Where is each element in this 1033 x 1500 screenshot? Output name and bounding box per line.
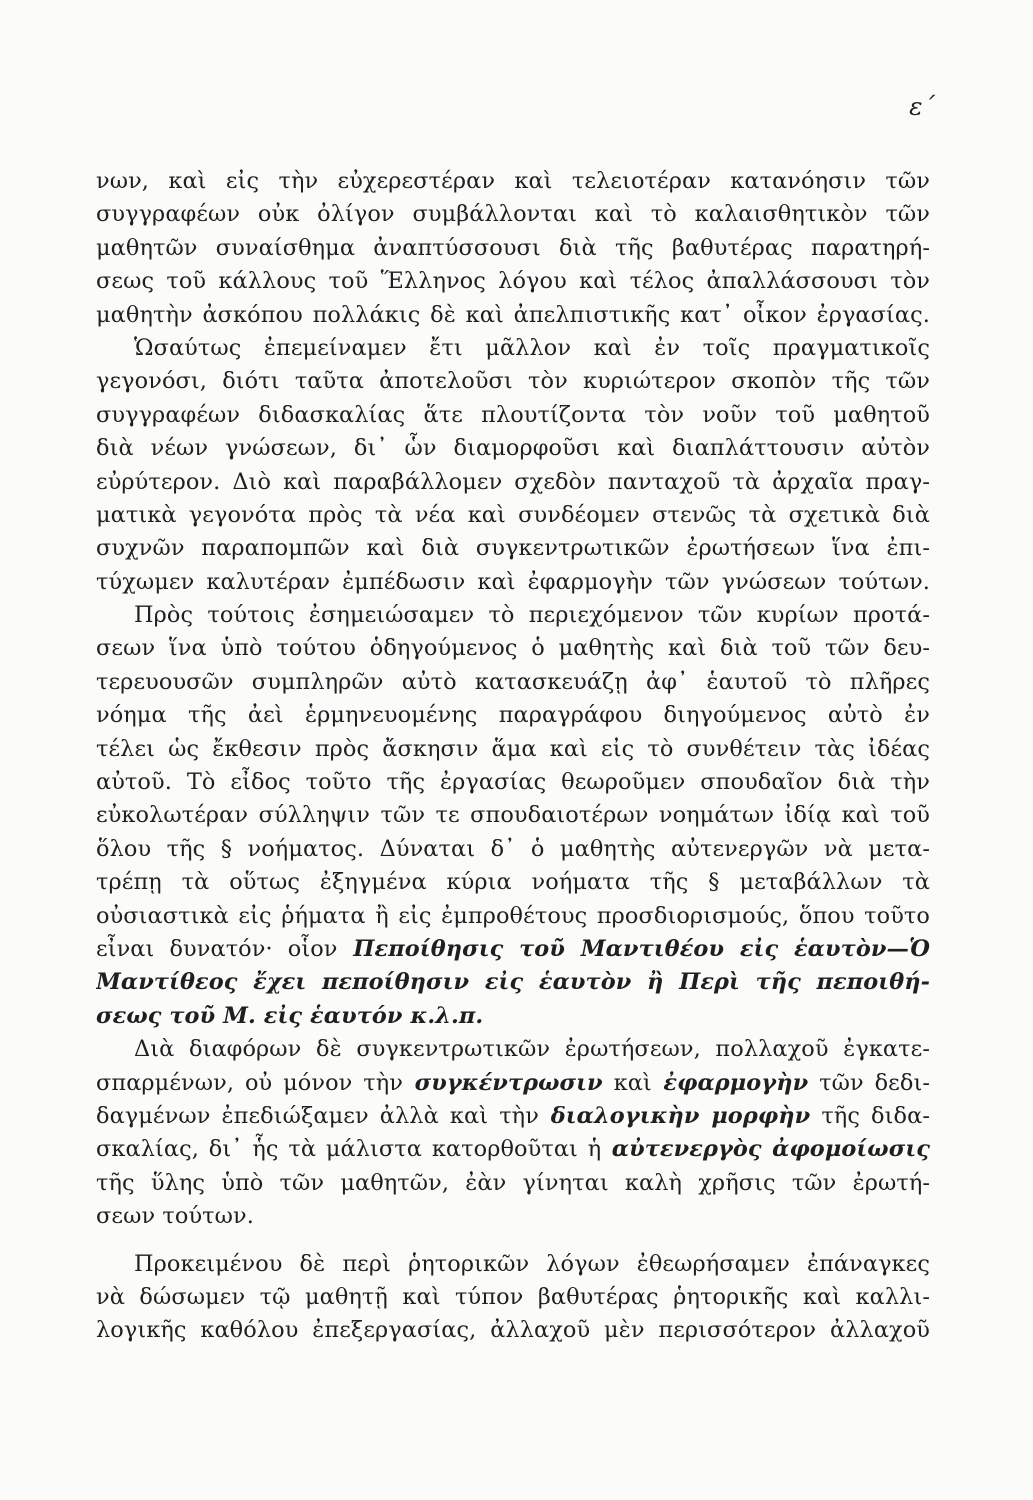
emphasized-text: σεως τοῦ Μ. εἰς ἑαυτόν κ.λ.π.: [96, 1002, 484, 1029]
text-line: [96, 1033, 930, 1066]
line-text: συγγραφέων διδασκαλίας ἅτε πλουτίζοντα τὸν νοῦν τοῦ μαθητοῦ: [96, 401, 930, 428]
line-text: σπαρμένων, οὐ μόνον τὴν: [96, 1069, 403, 1096]
line-text: νὰ δώσωμεν τῷ μαθητῇ καὶ τύπον βαθυτέρας ῥητορικῆς καὶ καλλι-: [96, 1283, 930, 1310]
line-text: σεων ἵνα ὑπὸ τούτου ὁδηγούμενος ὁ μαθητὴς καὶ διὰ τοῦ τῶν δευ-: [96, 635, 930, 662]
text-line: [96, 466, 930, 499]
line-text: γεγονόσι, διότι ταῦτα ἀποτελοῦσι τὸν κυριώτερον σκοπὸν τῆς τῶν: [96, 368, 930, 395]
text-line: [96, 532, 930, 565]
text-line: [96, 1000, 930, 1033]
emphasized-text: αὐτενεργὸς ἀφομοίωσις: [601, 1136, 930, 1163]
line-text: εὐκολωτέραν σύλληψιν τῶν τε σπουδαιοτέρων νοημάτων ἰδίᾳ καὶ τοῦ: [96, 802, 930, 829]
line-text: τῆς ὕλης ὑπὸ τῶν μαθητῶν, ἐὰν γίνηται καλὴ χρῆσις τῶν ἐρωτή-: [96, 1169, 930, 1196]
line-text: νόημα τῆς ἀεὶ ἑρμηνευομένης παραγράφου διηγούμενος αὐτὸ ἐν: [96, 702, 930, 729]
text-line: [96, 232, 930, 265]
line-text: τερευουσῶν συμπληρῶν αὐτὸ κατασκευάζῃ ἀφ᾽ ἑαυτοῦ τὸ πλῆρες: [96, 668, 930, 695]
line-text: οὐσιαστικὰ εἰς ῥήματα ἢ εἰς ἐμπροθέτους προσδιορισμούς, ὅπου τοῦτο: [96, 902, 930, 929]
text-line: [96, 1100, 930, 1133]
text-line: [96, 632, 930, 665]
emphasized-text: συγκέντρωσιν: [403, 1069, 603, 1096]
line-text: συγγραφέων οὐκ ὀλίγον συμβάλλονται καὶ τὸ καλαισθητικὸν τῶν: [96, 201, 930, 228]
text-line: [96, 599, 930, 632]
text-line: [96, 799, 930, 832]
emphasized-text: Μαντίθεος ἔχει πεποίθησιν εἰς ἑαυτὸν ἢ Περὶ τῆς πεποιθή-: [96, 969, 930, 996]
line-text: καὶ: [602, 1069, 652, 1096]
text-line: [96, 966, 930, 999]
text-line: [96, 198, 930, 231]
text-line: [96, 900, 930, 933]
text-line: [96, 1200, 930, 1233]
line-text: τῆς διδα-: [810, 1102, 930, 1129]
page-number: ε΄: [909, 92, 935, 121]
line-text: σεως τοῦ κάλλους τοῦ Ἕλληνος λόγου καὶ τέλος ἀπαλλάσσουσι τὸν: [96, 268, 930, 295]
line-text: δαγμένων ἐπεδιώξαμεν ἀλλὰ καὶ τὴν: [96, 1102, 539, 1129]
line-text: σκαλίας, δι᾽ ἧς τὰ μάλιστα κατορθοῦται ἡ: [96, 1136, 602, 1163]
line-text: Ὡσαύτως ἐπεμείναμεν ἔτι μᾶλλον καὶ ἐν τοῖς πραγματικοῖς: [134, 334, 930, 361]
line-text: ὅλου τῆς § νοήματος. Δύναται δ᾽ ὁ μαθητὴς αὐτενεργῶν νὰ μετα-: [96, 835, 930, 862]
text-line: [96, 1167, 930, 1200]
text-line: [96, 566, 930, 599]
text-line: [96, 432, 930, 465]
line-text: μαθητῶν συναίσθημα ἀναπτύσσουσι διὰ τῆς βαθυτέρας παρατηρή-: [96, 234, 930, 261]
text-line: [96, 1067, 930, 1100]
text-line: [96, 866, 930, 899]
text-line: [96, 265, 930, 298]
text-line: [96, 666, 930, 699]
body-text: [96, 165, 930, 1348]
line-text: Πρὸς τούτοις ἐσημειώσαμεν τὸ περιεχόμενον τῶν κυρίων προτά-: [134, 602, 930, 629]
text-line: [96, 499, 930, 532]
line-text: τῶν δεδι-: [808, 1069, 930, 1096]
line-text: Διὰ διαφόρων δὲ συγκεντρωτικῶν ἐρωτήσεων, πολλαχοῦ ἐγκατε-: [134, 1036, 930, 1063]
text-line: [96, 766, 930, 799]
line-text: τύχωμεν καλυτέραν ἐμπέδωσιν καὶ ἐφαρμογὴν τῶν γνώσεων τούτων.: [96, 568, 930, 595]
text-line: [96, 933, 930, 966]
line-text: διὰ νέων γνώσεων, δι᾽ ὧν διαμορφοῦσι καὶ διαπλάττουσιν αὐτὸν: [96, 435, 930, 462]
text-line: [96, 833, 930, 866]
line-text: νων, καὶ εἰς τὴν εὐχερεστέραν καὶ τελειοτέραν κατανόησιν τῶν: [96, 168, 930, 194]
text-line: [96, 1133, 930, 1166]
text-line: [96, 1314, 930, 1347]
line-text: εἶναι δυνατόν· οἷον: [96, 935, 338, 962]
line-text: σεων τούτων.: [96, 1203, 254, 1230]
line-text: λογικῆς καθόλου ἐπεξεργασίας, ἀλλαχοῦ μὲν περισσότερον ἀλλαχοῦ: [96, 1317, 930, 1344]
text-line: [96, 399, 930, 432]
line-text: τρέπῃ τὰ οὕτως ἐξηγμένα κύρια νοήματα τῆς § μεταβάλλων τὰ: [96, 869, 930, 896]
line-text: Προκειμένου δὲ περὶ ῥητορικῶν λόγων ἐθεωρήσαμεν ἐπάναγκες: [134, 1250, 930, 1277]
emphasized-text: Πεποίθησις τοῦ Μαντιθέου εἰς ἑαυτὸν—Ὁ: [337, 935, 930, 962]
text-line: [96, 165, 930, 198]
text-line: [96, 365, 930, 398]
line-text: ματικὰ γεγονότα πρὸς τὰ νέα καὶ συνδέομεν στενῶς τὰ σχετικὰ διὰ: [96, 501, 930, 528]
text-line: [96, 733, 930, 766]
text-line: [96, 1281, 930, 1314]
line-text: εὐρύτερον. Διὸ καὶ παραβάλλομεν σχεδὸν πανταχοῦ τὰ ἀρχαῖα πραγ-: [96, 468, 930, 495]
emphasized-text: ἐφαρμογὴν: [651, 1069, 809, 1096]
text-line: [96, 1248, 930, 1281]
line-text: αὐτοῦ. Τὸ εἶδος τοῦτο τῆς ἐργασίας θεωροῦμεν σπουδαῖον διὰ τὴν: [96, 769, 930, 796]
text-line: [96, 299, 930, 332]
text-line: [96, 332, 930, 365]
line-text: μαθητὴν ἀσκόπου πολλάκις δὲ καὶ ἀπελπιστικῆς κατ᾽ οἶκον ἐργασίας.: [96, 301, 930, 328]
emphasized-text: διαλογικὴν μορφὴν: [538, 1102, 811, 1129]
line-text: τέλει ὡς ἔκθεσιν πρὸς ἄσκησιν ἅμα καὶ εἰς τὸ συνθέτειν τὰς ἰδέας: [96, 735, 930, 762]
line-text: συχνῶν παραπομπῶν καὶ διὰ συγκεντρωτικῶν ἐρωτήσεων ἵνα ἐπι-: [96, 535, 930, 562]
text-line: [96, 699, 930, 732]
